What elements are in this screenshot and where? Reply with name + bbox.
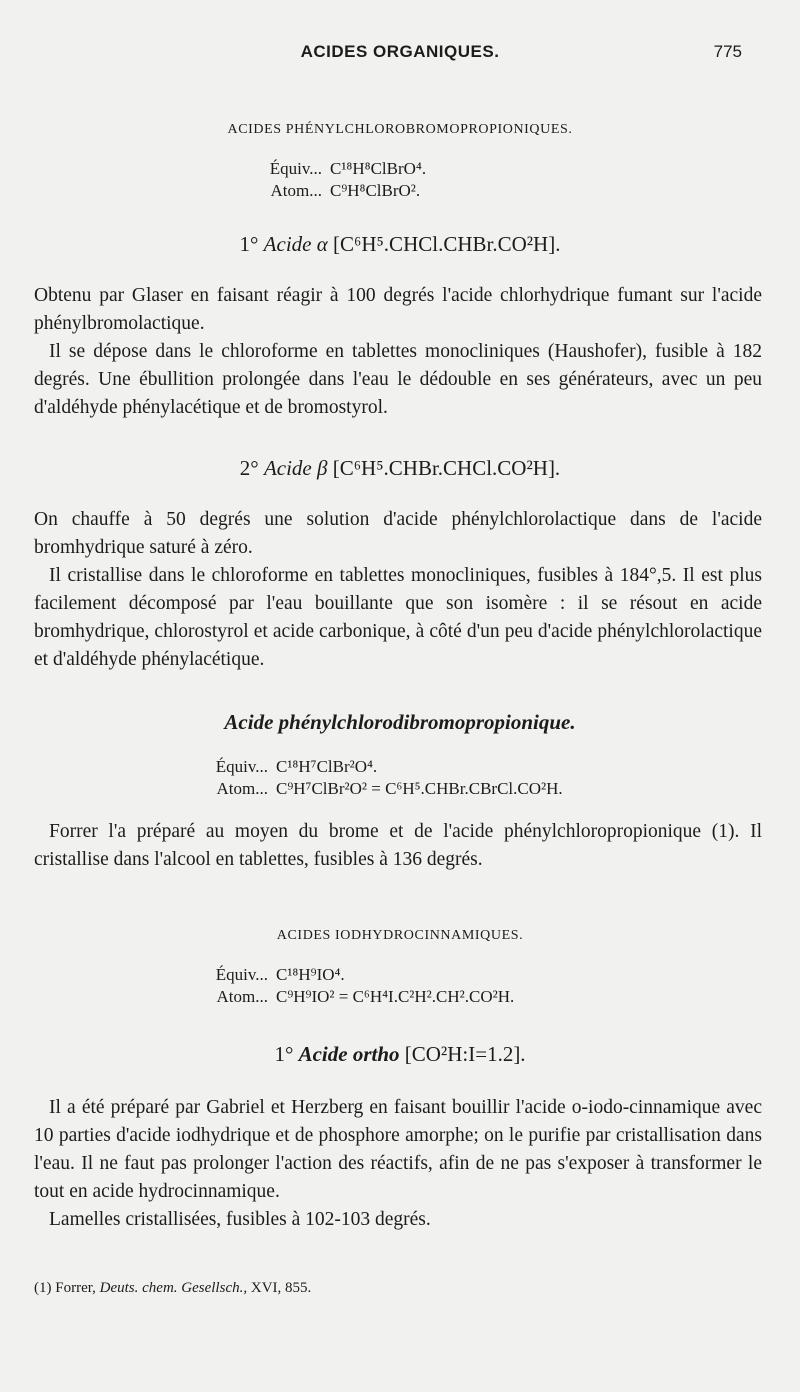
acid-alpha-formula: [C⁶H⁵.CHCl.CHBr.CO²H]. bbox=[333, 232, 561, 256]
dibromo-text bbox=[34, 818, 762, 874]
acid-beta-formula: [C⁶H⁵.CHBr.CHCl.CO²H]. bbox=[332, 456, 561, 480]
footnote-ref: XVI, 855. bbox=[250, 1280, 312, 1296]
formula-block-2 bbox=[202, 756, 563, 800]
atom-row bbox=[202, 986, 514, 1008]
atom-label: Atom... bbox=[216, 779, 268, 798]
atom-label: Atom... bbox=[216, 987, 268, 1006]
acid-alpha-title bbox=[0, 232, 800, 257]
acid-ortho-name: Acide ortho bbox=[298, 1042, 400, 1066]
equiv-formula: C¹⁸H⁸ClBrO⁴. bbox=[330, 159, 427, 178]
acid-beta-title bbox=[0, 456, 800, 481]
equiv-row bbox=[256, 158, 426, 180]
equiv-row bbox=[202, 964, 514, 986]
atom-formula: C⁹H⁸ClBrO². bbox=[330, 181, 421, 200]
acid-alpha-num: 1° bbox=[239, 232, 259, 256]
atom-formula: C⁹H⁹IO² = C⁶H⁴I.C²H².CH².CO²H. bbox=[276, 987, 515, 1006]
atom-row bbox=[256, 180, 426, 202]
footnote-marker: (1) bbox=[34, 1280, 52, 1296]
equiv-formula: C¹⁸H⁹IO⁴. bbox=[276, 965, 345, 984]
paragraph: Il a été préparé par Gabriel et Herzberg en faisant bouillir l'acide o-iodo-cinnamique avec 10 parties d'acide iodhydrique et de phosphore amorphe; on le purifie par cristallisation dans l'eau. Il ne faut pas prolonger l'action des réactifs, afin de ne pas s'exposer à transformer le tout en acide hydrocinnamique. bbox=[34, 1097, 762, 1202]
page-number: 775 bbox=[713, 42, 742, 61]
atom-label: Atom... bbox=[270, 181, 322, 200]
section-heading-dibromo: Acide phénylchlorodibromopropionique. bbox=[224, 710, 576, 734]
equiv-label: Équiv... bbox=[215, 965, 268, 984]
section-heading-iodhydro: ACIDES IODHYDROCINNAMIQUES. bbox=[276, 928, 524, 943]
equiv-formula: C¹⁸H⁷ClBr²O⁴. bbox=[276, 757, 378, 776]
acid-beta-name: Acide β bbox=[263, 456, 328, 480]
paragraph: Il se dépose dans le chloroforme en tablettes monocliniques (Haushofer), fusible à 182 degrés. Une ébullition prolongée dans l'eau le dédouble en ses générateurs, avec un peu d'aldéhyde phénylacétique et de bromostyrol. bbox=[34, 341, 762, 418]
acid-ortho-text bbox=[34, 1094, 762, 1234]
formula-block-3 bbox=[202, 964, 514, 1008]
acid-ortho-formula: [CO²H:I=1.2]. bbox=[404, 1042, 526, 1066]
footnote-author: Forrer, bbox=[55, 1280, 96, 1296]
paragraph: Il cristallise dans le chloroforme en tablettes monocliniques, fusibles à 184°,5. Il est plus facilement décomposé par l'eau bouillante que son isomère : il se résout en acide bromhydrique, chlorostyrol et acide carbonique, à côté d'un peu d'acide phénylchlorolactique et d'aldéhyde phénylacétique. bbox=[34, 565, 762, 670]
acid-ortho-title bbox=[0, 1042, 800, 1067]
paragraph: On chauffe à 50 degrés une solution d'acide phénylchlorolactique dans de l'acide bromhydrique saturé à zéro. bbox=[34, 509, 762, 558]
paragraph: Forrer l'a préparé au moyen du brome et de l'acide phénylchloropropionique (1). Il cristallise dans l'alcool en tablettes, fusibles à 136 degrés. bbox=[34, 821, 762, 870]
footnote bbox=[34, 1280, 774, 1297]
atom-row bbox=[202, 778, 563, 800]
section-heading-chlorobromo: ACIDES PHÉNYLCHLOROBROMOPROPIONIQUES. bbox=[227, 122, 573, 137]
footnote-journal: Deuts. chem. Gesellsch., bbox=[99, 1280, 248, 1296]
acid-alpha-text bbox=[34, 282, 762, 422]
acid-alpha-name: Acide α bbox=[263, 232, 328, 256]
acid-ortho-num: 1° bbox=[274, 1042, 294, 1066]
equiv-row bbox=[202, 756, 563, 778]
acid-beta-text bbox=[34, 506, 762, 674]
running-title: ACIDES ORGANIQUES. bbox=[300, 42, 500, 61]
paragraph: Lamelles cristallisées, fusibles à 102-103 degrés. bbox=[49, 1209, 431, 1230]
acid-beta-num: 2° bbox=[239, 456, 259, 480]
atom-formula: C⁹H⁷ClBr²O² = C⁶H⁵.CHBr.CBrCl.CO²H. bbox=[276, 779, 563, 798]
paragraph: Obtenu par Glaser en faisant réagir à 100 degrés l'acide chlorhydrique fumant sur l'acide phénylbromolactique. bbox=[34, 285, 762, 334]
equiv-label: Équiv... bbox=[215, 757, 268, 776]
equiv-label: Équiv... bbox=[269, 159, 322, 178]
formula-block-1 bbox=[256, 158, 426, 202]
